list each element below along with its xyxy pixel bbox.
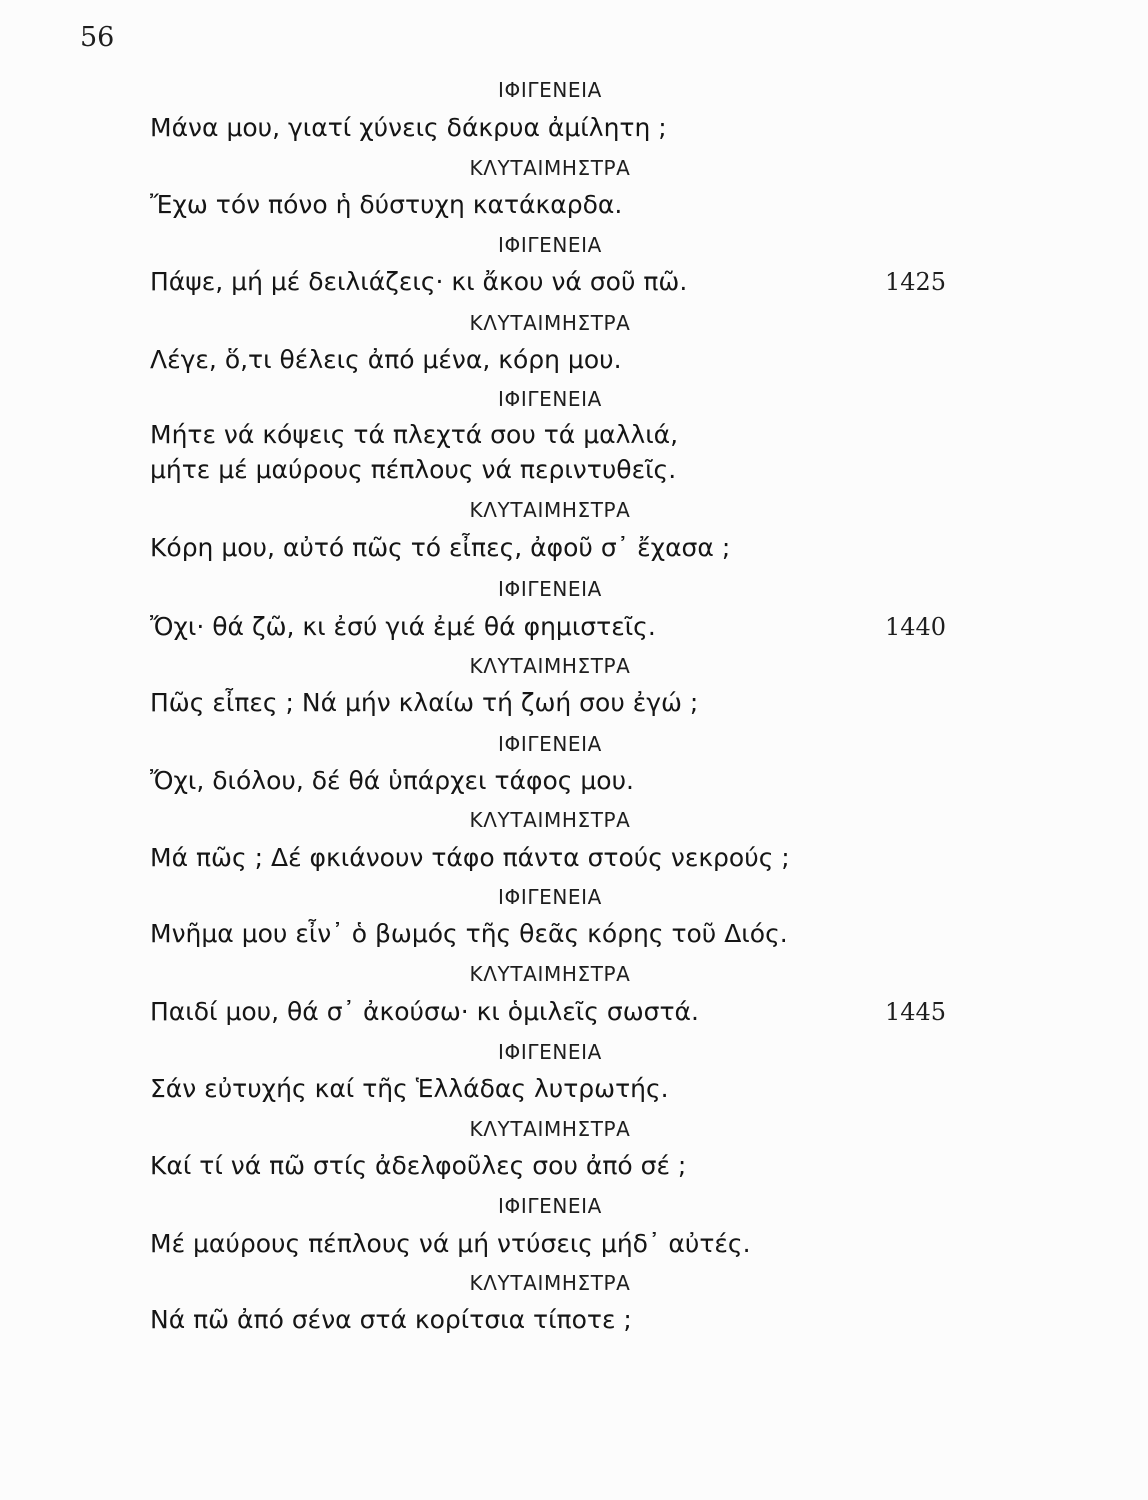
page-number: 56: [80, 22, 115, 53]
speaker-name: ΚΛΥΤΑΙΜΗΣΤΡΑ: [469, 962, 631, 986]
verse-line: Μάνα μου, γιατί χύνεις δάκρυα ἀμίλητη ;: [150, 113, 667, 142]
speaker-name: ΙΦΙΓΕΝΕΙΑ: [498, 387, 602, 411]
verse-line: Ὄχι· θά ζῶ, κι ἐσύ γιά ἐμέ θά φημιστεῖς.: [150, 612, 656, 641]
speaker-name: ΙΦΙΓΕΝΕΙΑ: [498, 78, 602, 102]
speaker-name: ΙΦΙΓΕΝΕΙΑ: [498, 885, 602, 909]
speaker-name: ΙΦΙΓΕΝΕΙΑ: [498, 1194, 602, 1218]
speaker-name: ΙΦΙΓΕΝΕΙΑ: [498, 1040, 602, 1064]
speaker-name: ΚΛΥΤΑΙΜΗΣΤΡΑ: [469, 654, 631, 678]
verse-line: Μήτε νά κόψεις τά πλεχτά σου τά μαλλιά,: [150, 420, 679, 449]
speaker-name: ΚΛΥΤΑΙΜΗΣΤΡΑ: [469, 1117, 631, 1141]
speaker-name: ΚΛΥΤΑΙΜΗΣΤΡΑ: [469, 156, 631, 180]
speaker-name: ΚΛΥΤΑΙΜΗΣΤΡΑ: [469, 498, 631, 522]
verse-line: Μά πῶς ; Δέ φκιάνουν τάφο πάντα στούς νεκρούς ;: [150, 843, 790, 872]
verse-line: Νά πῶ ἀπό σένα στά κορίτσια τίποτε ;: [150, 1305, 632, 1334]
line-number: 1440: [885, 613, 947, 641]
speaker-name: ΙΦΙΓΕΝΕΙΑ: [498, 732, 602, 756]
verse-line: Μνῆμα μου εἶν᾿ ὁ βωμός τῆς θεᾶς κόρης τοῦ Διός.: [150, 919, 788, 948]
verse-line: Ὄχι, διόλου, δέ θά ὑπάρχει τάφος μου.: [150, 766, 635, 795]
verse-line: Κόρη μου, αὐτό πῶς τό εἶπες, ἀφοῦ σ᾿ ἔχασα ;: [150, 533, 731, 562]
verse-line: Ἔχω τόν πόνο ἡ δύστυχη κατάκαρδα.: [150, 190, 623, 219]
speaker-name: ΚΛΥΤΑΙΜΗΣΤΡΑ: [469, 311, 631, 335]
line-number: 1445: [885, 998, 947, 1026]
verse-line: Πῶς εἶπες ; Νά μήν κλαίω τή ζωή σου ἐγώ ;: [150, 688, 699, 717]
speaker-name: ΚΛΥΤΑΙΜΗΣΤΡΑ: [469, 808, 631, 832]
verse-line: Μέ μαύρους πέπλους νά μή ντύσεις μήδ᾿ αὐτές.: [150, 1229, 751, 1258]
verse-line: μήτε μέ μαύρους πέπλους νά περιντυθεῖς.: [150, 455, 677, 484]
verse-line: Σάν εὐτυχής καί τῆς Ἑλλάδας λυτρωτής.: [150, 1074, 669, 1103]
line-number: 1425: [885, 268, 947, 296]
speaker-name: ΚΛΥΤΑΙΜΗΣΤΡΑ: [469, 1271, 631, 1295]
verse-line: Καί τί νά πῶ στίς ἀδελφοῦλες σου ἀπό σέ ;: [150, 1151, 687, 1180]
verse-line: Πάψε, μή μέ δειλιάζεις· κι ἄκου νά σοῦ πῶ.: [150, 267, 688, 296]
verse-line: Λέγε, ὅ,τι θέλεις ἀπό μένα, κόρη μου.: [150, 345, 622, 374]
verse-line: Παιδί μου, θά σ᾿ ἀκούσω· κι ὁμιλεῖς σωστά.: [150, 997, 699, 1026]
speaker-name: ΙΦΙΓΕΝΕΙΑ: [498, 577, 602, 601]
speaker-name: ΙΦΙΓΕΝΕΙΑ: [498, 233, 602, 257]
